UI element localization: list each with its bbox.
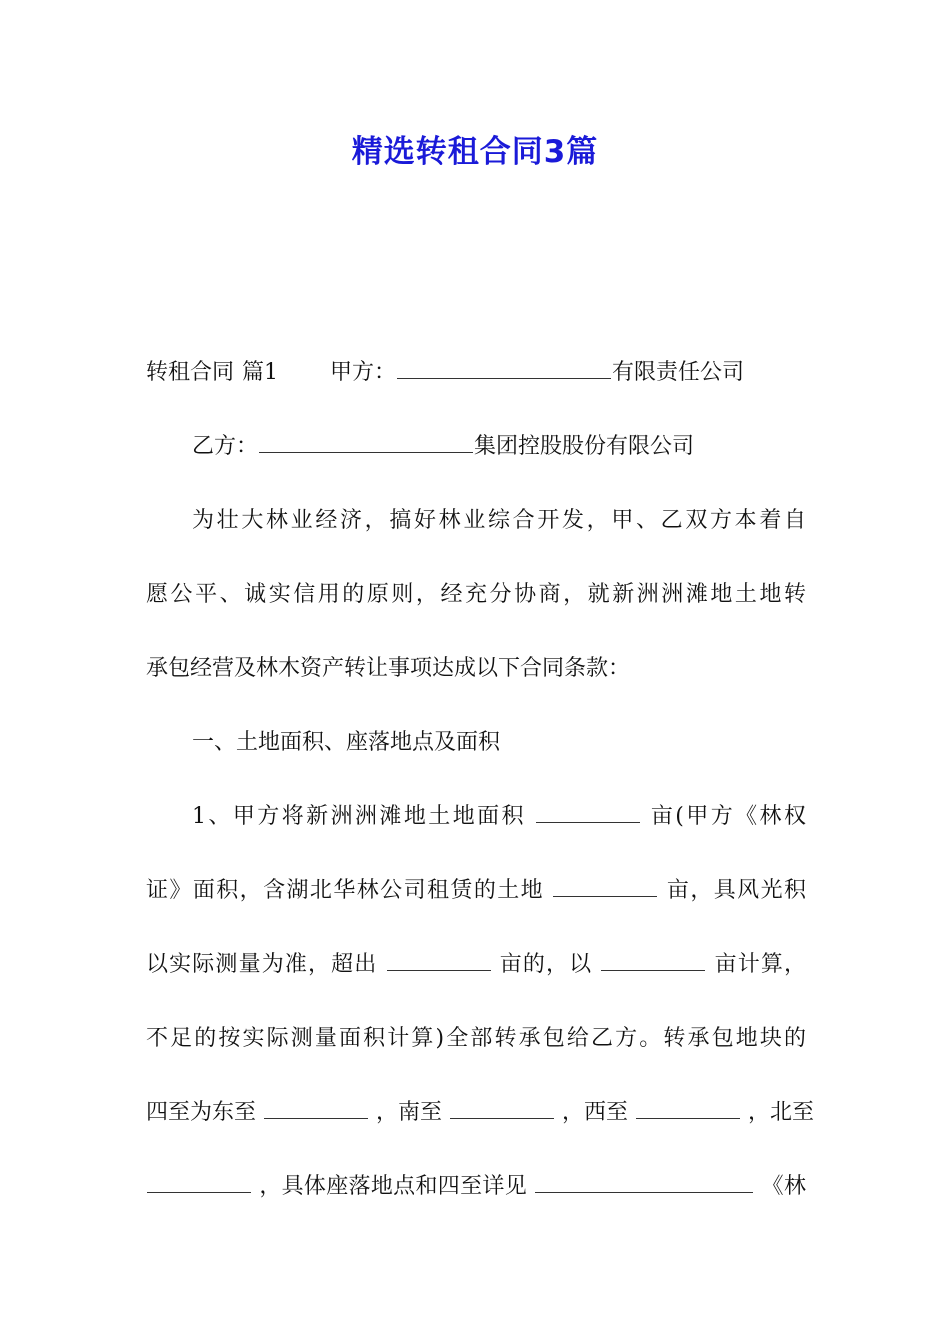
clause-1-text: 四至为东至 bbox=[146, 1100, 257, 1125]
clause-1-text: 以实际测量为准，超出 bbox=[146, 952, 378, 977]
clause-1-text: 亩的，以 bbox=[499, 952, 593, 977]
intro-line-2: 愿公平、诚实信用的原则，经充分协商，就新洲洲滩地土地转 bbox=[146, 582, 806, 607]
clause-1-line-2 bbox=[146, 854, 806, 928]
clause-1-text: ，北至 bbox=[748, 1100, 815, 1125]
south-boundary-blank bbox=[450, 1096, 554, 1119]
document-title: 精选转租合同3篇 bbox=[351, 134, 599, 170]
party-a-label: 甲方： bbox=[330, 360, 397, 385]
party-b-label: 乙方： bbox=[192, 434, 259, 459]
clause-1-text: ，西至 bbox=[562, 1100, 629, 1125]
north-boundary-blank bbox=[147, 1170, 251, 1193]
clause-1-text: 《林 bbox=[761, 1174, 806, 1199]
excess-area-blank bbox=[387, 948, 491, 971]
party-b-blank bbox=[259, 430, 473, 453]
clause-1-text: 亩计算， bbox=[714, 952, 806, 977]
clause-1-text: 亩，具风光积 bbox=[666, 878, 806, 903]
calc-area-blank bbox=[601, 948, 705, 971]
west-boundary-blank bbox=[636, 1096, 740, 1119]
leased-area-blank bbox=[553, 874, 657, 897]
clause-1-line-6 bbox=[146, 1150, 806, 1224]
section-header-line bbox=[146, 336, 806, 410]
clause-1-text: ，南至 bbox=[376, 1100, 443, 1125]
clause-1-text: 证》面积，含湖北华林公司租赁的土地 bbox=[146, 878, 545, 903]
party-b-line bbox=[146, 410, 806, 484]
intro-line-1: 为壮大林业经济，搞好林业综合开发，甲、乙双方本着自 bbox=[192, 508, 806, 533]
intro-line-3: 承包经营及林木资产转让事项达成以下合同条款： bbox=[146, 656, 631, 681]
clause-1-line-4: 不足的按实际测量面积计算)全部转承包给乙方。转承包地块的 bbox=[146, 1026, 806, 1051]
clause-1-line-3 bbox=[146, 928, 806, 1002]
document-body bbox=[146, 336, 815, 1224]
section-number: 篇1 bbox=[242, 360, 279, 385]
clause-1-line-1 bbox=[146, 780, 806, 854]
area-blank bbox=[536, 800, 640, 823]
reference-blank bbox=[535, 1170, 753, 1193]
party-a-suffix: 有限责任公司 bbox=[612, 360, 745, 385]
clause-1-text: 1、甲方将新洲洲滩地土地面积 bbox=[192, 804, 526, 829]
section-label: 转租合同 bbox=[146, 360, 235, 385]
clause-1-heading: 一、土地面积、座落地点及面积 bbox=[192, 730, 501, 755]
party-b-suffix: 集团控股股份有限公司 bbox=[474, 434, 695, 459]
clause-1-text: ，具体座落地点和四至详见 bbox=[259, 1174, 528, 1199]
east-boundary-blank bbox=[264, 1096, 368, 1119]
party-a-blank bbox=[397, 356, 611, 379]
clause-1-line-5 bbox=[146, 1076, 815, 1150]
clause-1-text: 亩(甲方《林权 bbox=[650, 804, 806, 829]
